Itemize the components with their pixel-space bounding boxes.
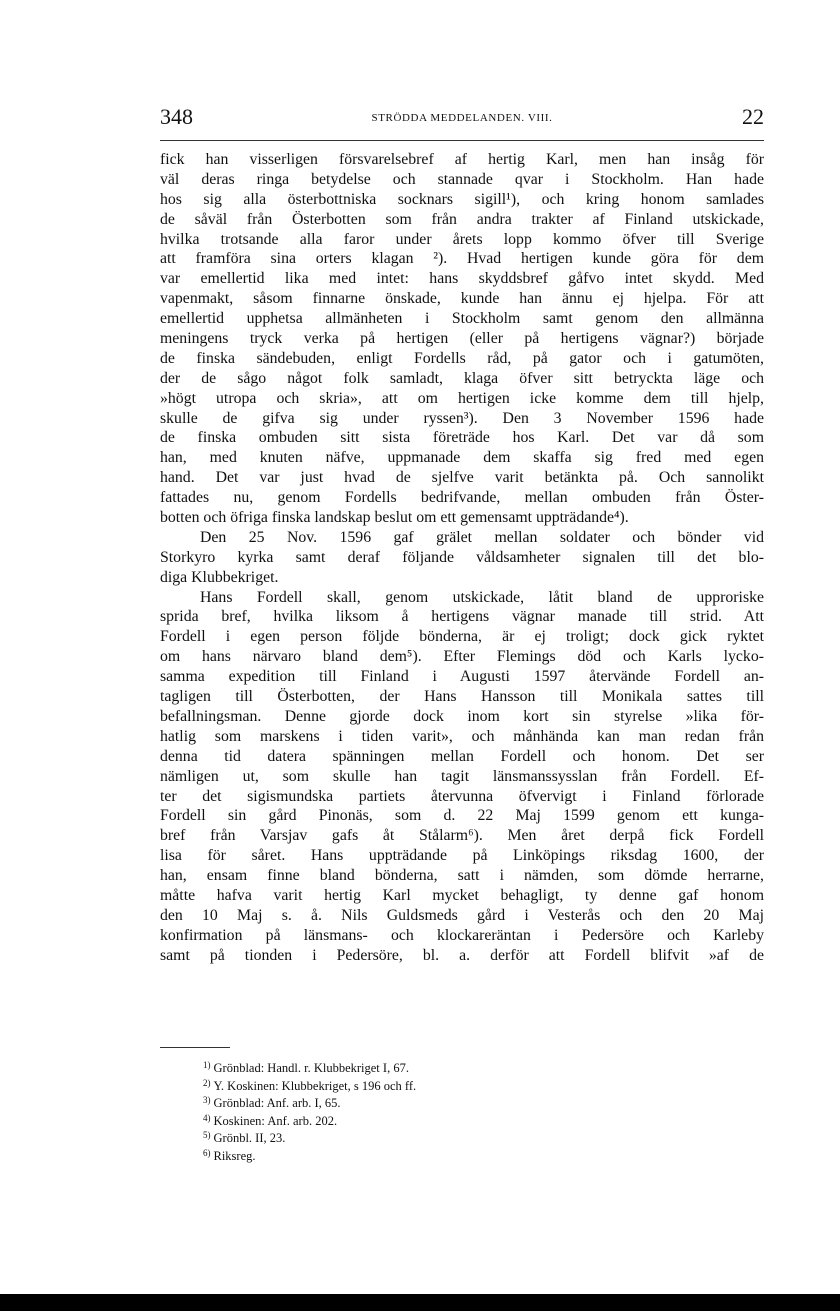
text-line: tagligen till Österbotten, der Hans Hansson till Monikala sattes till: [160, 688, 764, 706]
page-number: 348: [160, 104, 193, 129]
text-line: sprida bref, hvilka liksom å hertigens vägnar manade till strid. Att: [160, 608, 764, 626]
footnote-marker: 4): [203, 1112, 211, 1123]
text-line: Hans Fordell skall, genom utskickade, låtit bland de upproriske: [200, 588, 764, 606]
text-line: om hans närvaro bland dem⁵). Efter Flemings död och Karls lycko-: [160, 648, 764, 666]
text-line: väl deras ringa betydelse och stannade qvar i Stockholm. Han hade: [160, 170, 764, 188]
text-line: hos sig alla österbottniska socknars sigill¹), och kring honom samlades: [160, 190, 764, 208]
text-line: var emellertid lika med intet: hans skyddsbref gåfvo intet skydd. Med: [160, 270, 764, 288]
text-line: samma expedition till Finland i Augusti 1597 återvände Fordell an-: [160, 668, 764, 686]
text-line: hatlig som marskens i tiden varit», och månhända kan man redan från: [160, 727, 764, 745]
footnote: [203, 1128, 416, 1146]
text-line: fattades nu, genom Fordells bedrifvande, mellan ombuden från Öster-: [160, 489, 764, 507]
footnote: [203, 1146, 416, 1164]
text-line: vapenmakt, såsom finnarne önskade, kunde han ännu ej hjelpa. För att: [160, 290, 764, 308]
text-line: han, ensam finne bland bönderna, satt i nämden, som dömde herrarne,: [160, 867, 764, 885]
text-line: denna tid datera spänningen mellan Fordell och honom. Det ser: [160, 747, 764, 765]
text-line: diga Klubbekriget.: [160, 568, 279, 586]
text-line: Storkyro kyrka samt deraf följande våldsamheter signalen till det blo-: [160, 548, 764, 566]
text-line: samt på tionden i Pedersöre, bl. a. derför att Fordell blifvit »af de: [160, 946, 764, 964]
text-line: konfirmation på länsmans- och klockareräntan i Pedersöre och Karleby: [160, 926, 764, 944]
footnote-text: Riksreg.: [213, 1148, 256, 1163]
footnote: [203, 1093, 416, 1111]
text-line: skulle de gifva sig under ryssen³). Den 3 November 1596 hade: [160, 409, 764, 427]
text-line: hand. Det var just hvad de sjelfve varit betänkta på. Och sannolikt: [160, 469, 764, 487]
footnote: [203, 1058, 416, 1076]
text-line: bref från Varsjav gafs åt Stålarm⁶). Men året derpå fick Fordell: [160, 827, 764, 845]
scan-edge-bar: [0, 1294, 840, 1311]
footnote-marker: 1): [203, 1060, 211, 1070]
text-line: han, med knuten näfve, uppmanade dem skaffa sig fred med egen: [160, 449, 764, 467]
footnote-marker: 2): [203, 1077, 211, 1088]
page-header: [160, 104, 764, 136]
text-line: emellertid upphetsa allmänheten i Stockholm samt genom den allmänna: [160, 310, 764, 328]
text-line: Fordell sin gård Pinonäs, som d. 22 Maj 1599 genom ett kunga-: [160, 807, 764, 825]
text-line: befallningsman. Denne gjorde dock inom kort sin styrelse »lika för-: [160, 707, 764, 725]
text-line: ter det sigismundska partiets återvunna öfvervigt i Finland förlorade: [160, 787, 764, 805]
text-line: »högt utropa och skria», att om hertigen icke komme dem till hjelp,: [160, 389, 764, 407]
footnote-rule: [160, 1047, 230, 1048]
sheet-number: 22: [742, 104, 764, 129]
text-line: meningens tryck verka på hertigen (eller på hertigens vägnar?) började: [160, 330, 764, 348]
header-rule: [160, 140, 764, 141]
text-line: de finska ombuden sitt sista företräde hos Karl. Det var då som: [160, 429, 764, 447]
text-line: fick han visserligen försvarelsebref af hertig Karl, men han insåg för: [160, 151, 764, 168]
footnote-marker: 6): [203, 1147, 211, 1158]
footnote-text: Koskinen: Anf. arb. 202.: [213, 1113, 338, 1128]
footnote-marker: 5): [203, 1130, 211, 1141]
footnote-text: Grönbl. II, 23.: [213, 1131, 286, 1146]
text-line: der de sågo något folk samladt, klaga öfver sitt betryckta läge och: [160, 369, 764, 387]
footnote-text: Grönblad: Handl. r. Klubbekriget I, 67.: [213, 1061, 409, 1075]
footnote-text: Grönblad: Anf. arb. I, 65.: [213, 1096, 341, 1111]
footnote: [203, 1076, 416, 1094]
footnotes: [203, 1058, 416, 1164]
text-line: de såväl från Österbotten som från andra trakter af Finland utskickade,: [160, 210, 764, 228]
text-line: de finska sändebuden, enligt Fordells råd, på gator och i gatumöten,: [160, 349, 764, 367]
text-line: nämligen ut, som skulle han tagit länsmanssysslan från Fordell. Ef-: [160, 767, 764, 785]
text-line: att framföra sina orters klagan ²). Hvad hertigen kunde göra för dem: [160, 250, 764, 268]
footnote-marker: 3): [203, 1095, 211, 1106]
text-line: Fordell i egen person följde bönderna, är ej troligt; dock gick ryktet: [160, 628, 764, 646]
running-head: STRÖDDA MEDDELANDEN. VIII.: [371, 112, 553, 124]
footnote-text: Y. Koskinen: Klubbekriget, s 196 och ff.: [213, 1078, 417, 1093]
body-text: [160, 150, 764, 966]
footnote: [203, 1111, 416, 1129]
text-line: lisa för såret. Hans uppträdande på Linköpings riksdag 1600, der: [160, 847, 764, 865]
text-line: måtte hafva varit hertig Karl mycket behagligt, ty denne gaf honom: [160, 886, 764, 904]
text-line: botten och öfriga finska landskap beslut om ett gemensamt uppträdande⁴).: [160, 509, 629, 527]
text-line: den 10 Maj s. å. Nils Guldsmeds gård i Vesterås och den 20 Maj: [160, 906, 764, 924]
text-line: hvilka trotsande alla faror under årets lopp kommo öfver till Sverige: [160, 230, 764, 248]
text-line: Den 25 Nov. 1596 gaf grälet mellan soldater och bönder vid: [200, 528, 764, 546]
